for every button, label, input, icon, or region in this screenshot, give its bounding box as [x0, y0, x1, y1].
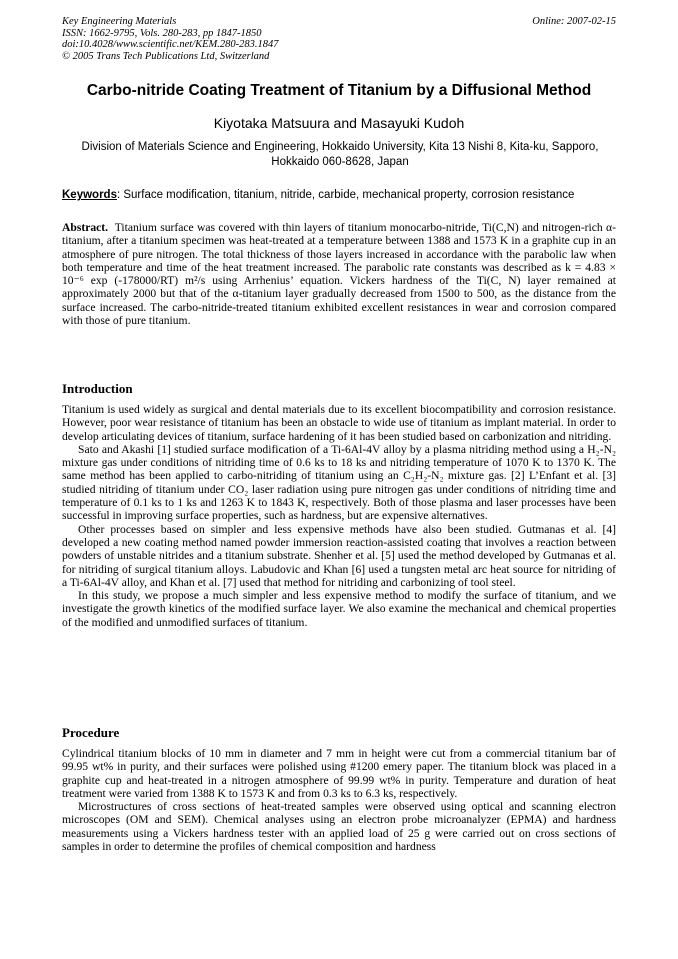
- journal-header: [62, 16, 616, 62]
- paper-title: Carbo-nitride Coating Treatment of Titanium by a Diffusional Method: [86, 82, 592, 99]
- procedure-heading: Procedure: [62, 725, 120, 740]
- procedure-paragraph: Cylindrical titanium blocks of 10 mm in diameter and 7 mm in height were cut from a commercial titanium bar of 99.95 wt% in purity, and their surfaces were polished using #1200 emery paper. The titanium block was placed in a graphite cup and heat-treated in a nitrogen atmosphere of 99.99 wt% in purity. Temperature and duration of heat treatment were varied from 1388 K to 1573 K and from 0.3 ks to 6.3 ks, respectively.: [62, 747, 616, 800]
- copyright-line: © 2005 Trans Tech Publications Ltd, Switzerland: [62, 50, 270, 62]
- journal-name: Key Engineering Materials: [62, 16, 177, 27]
- keywords-colon: :: [116, 189, 124, 201]
- author-affiliation: Division of Materials Science and Engineering, Hokkaido University, Kita 13 Nishi 8, Kita-ku, Sapporo, Hokkaido 060-8628, Japan: [81, 141, 599, 168]
- introduction-paragraph: Titanium is used widely as surgical and dental materials due to its excellent biocompatibility and corrosion resistance. However, poor wear resistance of titanium has been an obstacle to wide use of titanium as implant material. In order to develop articulating devices of titanium, surface hardening of it has been studied based on carbonization and nitriding.: [62, 403, 616, 443]
- abstract-label: Abstract.: [62, 221, 109, 234]
- issn-line: ISSN: 1662-9795, Vols. 280-283, pp 1847-1850: [62, 27, 262, 39]
- abstract: [62, 221, 616, 327]
- introduction-paragraph: Sato and Akashi [1] studied surface modification of a Ti-6Al-4V alloy by a plasma nitriding method using a H₂-N₂ mixture gas under conditions of nitriding time of 0.6 ks to 18 ks and nitriding temperature of 1070 K to 1370 K. The same method has been applied to carbo-nitriding of titanium using an C₂H₂-N₂ mixture gas. [2] L’Enfant et al. [3] studied nitriding of titanium under CO₂ laser radiation using pure nitrogen gas under conditions of nitriding time and temperature of 0.1 ks to 1 ks and 1263 K to 1843 K, respectively. Both of those plasma and laser processes have been successful in improving surface properties, such as hardness, but are expensive alternatives.: [62, 442, 616, 523]
- introduction-section: [62, 381, 616, 629]
- keywords-label: Keywords: [62, 189, 117, 201]
- doi-line: doi:10.4028/www.scientific.net/KEM.280-283.1847: [62, 39, 279, 50]
- introduction-paragraph: In this study, we propose a much simpler and less expensive method to modify the surface of titanium, and we investigate the growth kinetics of the modified surface layer. We also examine the mechanical and chemical properties of the modified and unmodified surfaces of titanium.: [62, 589, 616, 629]
- paper-authors: Kiyotaka Matsuura and Masayuki Kudoh: [213, 115, 465, 131]
- keywords-text: Surface modification, titanium, nitride, carbide, mechanical property, corrosion resistance: [123, 189, 575, 201]
- abstract-text: Titanium surface was covered with thin layers of titanium monocarbo-nitride, Ti(C,N) and nitrogen-rich α-titanium, after a titanium specimen was heat-treated at a temperature between 1388 and 1573 K in a graphite cup in an atmosphere of pure nitrogen. The total thickness of those layers increased in accordance with the parabolic law when both temperature and time of the heat treatment increased. The parabolic rate constants was described as k = 4.83 × 10⁻⁶ exp (-178000/RT) m²/s using Arrhenius’ equation. Vickers hardness of the Ti(C, N) layer remained at approximately 2000 but that of the α-titanium layer gradually decreased from 1500 to 500, as the distance from the surface increased. The carbo-nitride-treated titanium exhibited excellent resistances in wear and corrosion compared with those of pure titanium.: [62, 221, 616, 328]
- introduction-paragraph: Other processes based on simpler and less expensive methods have also been studied. Gutmanas et al. [4] developed a new coating method named powder immersion reaction-assisted coating that involves a reaction between powders of unstable nitrides and a titanium substrate. Shenher et al. [5] used the method developed by Gutmanas et al. for nitriding of surgical titanium alloys. Labudovic and Khan [6] used a tungsten metal arc heat source for nitriding of a Ti-6Al-4V alloy, and Khan et al. [7] used that method for nitriding and carbonizing of tool steel.: [62, 522, 616, 589]
- online-date: Online: 2007-02-15: [532, 16, 616, 27]
- procedure-paragraph: Microstructures of cross sections of heat-treated samples were observed using optical and scanning electron microscopes (OM and SEM). Chemical analyses using an electron probe microanalyzer (EPMA) and hardness measurements using a Vickers hardness tester with an applied load of 25 g were carried out on cross sections of samples in order to determine the profiles of chemical composition and hardness: [62, 800, 616, 854]
- keywords-line: [62, 189, 616, 201]
- introduction-heading: Introduction: [62, 381, 133, 396]
- procedure-section: [62, 725, 616, 853]
